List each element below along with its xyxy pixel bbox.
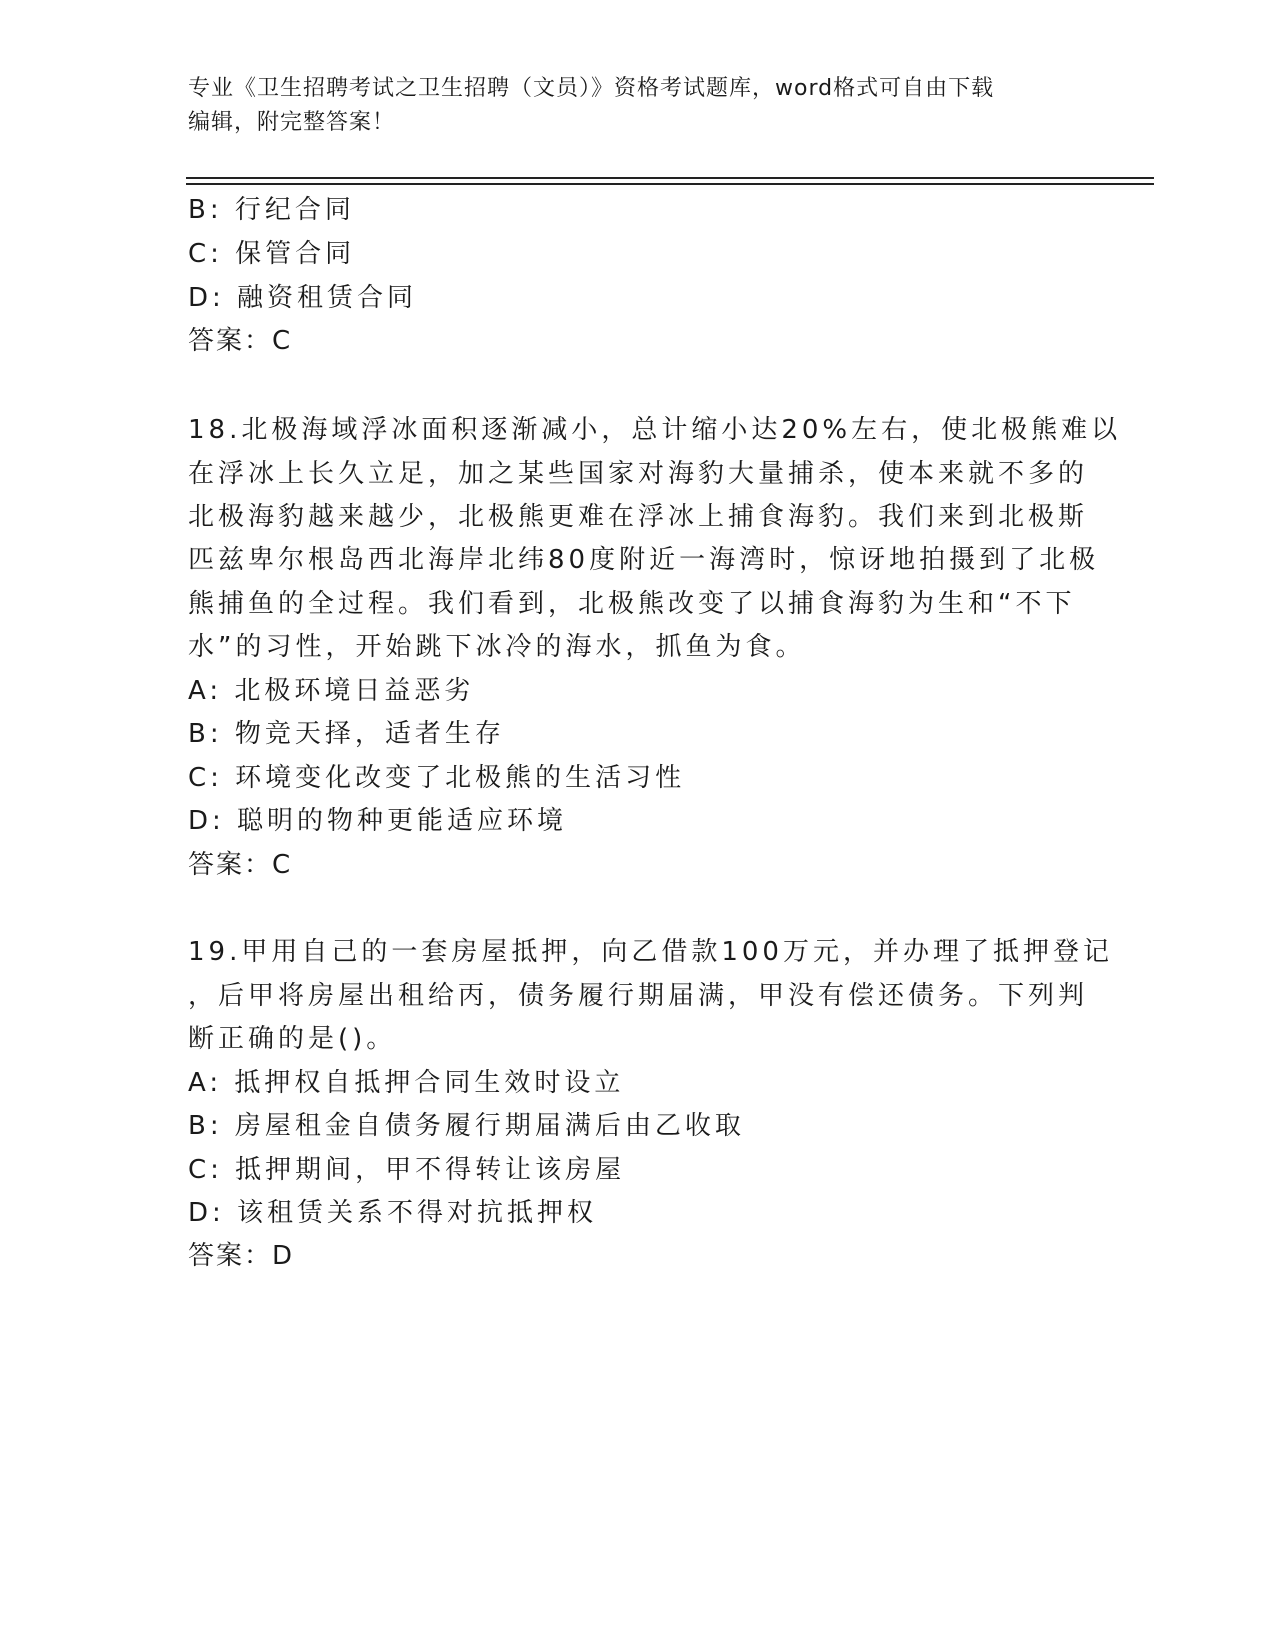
q18-stem-line-1: 18.北极海域浮冰面积逐渐减小，总计缩小达20%左右，使北极熊难以 <box>188 415 1122 445</box>
header-divider-bottom <box>186 183 1154 185</box>
header-line-1: 专业《卫生招聘考试之卫生招聘（文员）》资格考试题库，word格式可自由下载 <box>188 76 995 101</box>
q18-option-d: D: 聪明的物种更能适应环境 <box>188 806 568 836</box>
q18-answer: 答案：C <box>188 850 293 880</box>
q18-stem-line-4: 匹兹卑尔根岛西北海岸北纬80度附近一海湾时，惊讶地拍摄到了北极 <box>188 545 1100 575</box>
q19-stem-line-2: ，后甲将房屋出租给丙，债务履行期届满，甲没有偿还债务。下列判 <box>188 981 1089 1011</box>
q17-answer: 答案：C <box>188 326 293 356</box>
q19-stem-line-3: 断正确的是()。 <box>188 1024 397 1054</box>
q18-option-a: A: 北极环境日益恶劣 <box>188 676 475 706</box>
q19-answer: 答案：D <box>188 1241 295 1271</box>
q19-option-a: A: 抵押权自抵押合同生效时设立 <box>188 1068 625 1098</box>
q18-stem-line-5: 熊捕鱼的全过程。我们看到，北极熊改变了以捕食海豹为生和“不下 <box>188 589 1076 619</box>
q19-stem-line-1: 19.甲用自己的一套房屋抵押，向乙借款100万元，并办理了抵押登记 <box>188 937 1113 967</box>
q17-option-c: C: 保管合同 <box>188 239 356 269</box>
q18-option-b: B: 物竞天择，适者生存 <box>188 719 505 749</box>
q18-stem-line-6: 水”的习性，开始跳下冰冷的海水，抓鱼为食。 <box>188 632 806 662</box>
header-divider-top <box>186 177 1154 179</box>
header-line-2: 编辑，附完整答案！ <box>188 110 396 135</box>
q18-stem-line-2: 在浮冰上长久立足，加之某些国家对海豹大量捕杀，使本来就不多的 <box>188 459 1089 489</box>
q19-option-d: D: 该租赁关系不得对抗抵押权 <box>188 1198 598 1228</box>
q17-option-b: B: 行纪合同 <box>188 195 355 225</box>
document-header <box>188 72 1088 140</box>
q19-option-c: C: 抵押期间，甲不得转让该房屋 <box>188 1155 626 1185</box>
q18-option-c: C: 环境变化改变了北极熊的生活习性 <box>188 763 686 793</box>
q17-option-d: D: 融资租赁合同 <box>188 283 418 313</box>
q19-option-b: B: 房屋租金自债务履行期届满后由乙收取 <box>188 1111 745 1141</box>
q18-stem-line-3: 北极海豹越来越少，北极熊更难在浮冰上捕食海豹。我们来到北极斯 <box>188 502 1089 532</box>
